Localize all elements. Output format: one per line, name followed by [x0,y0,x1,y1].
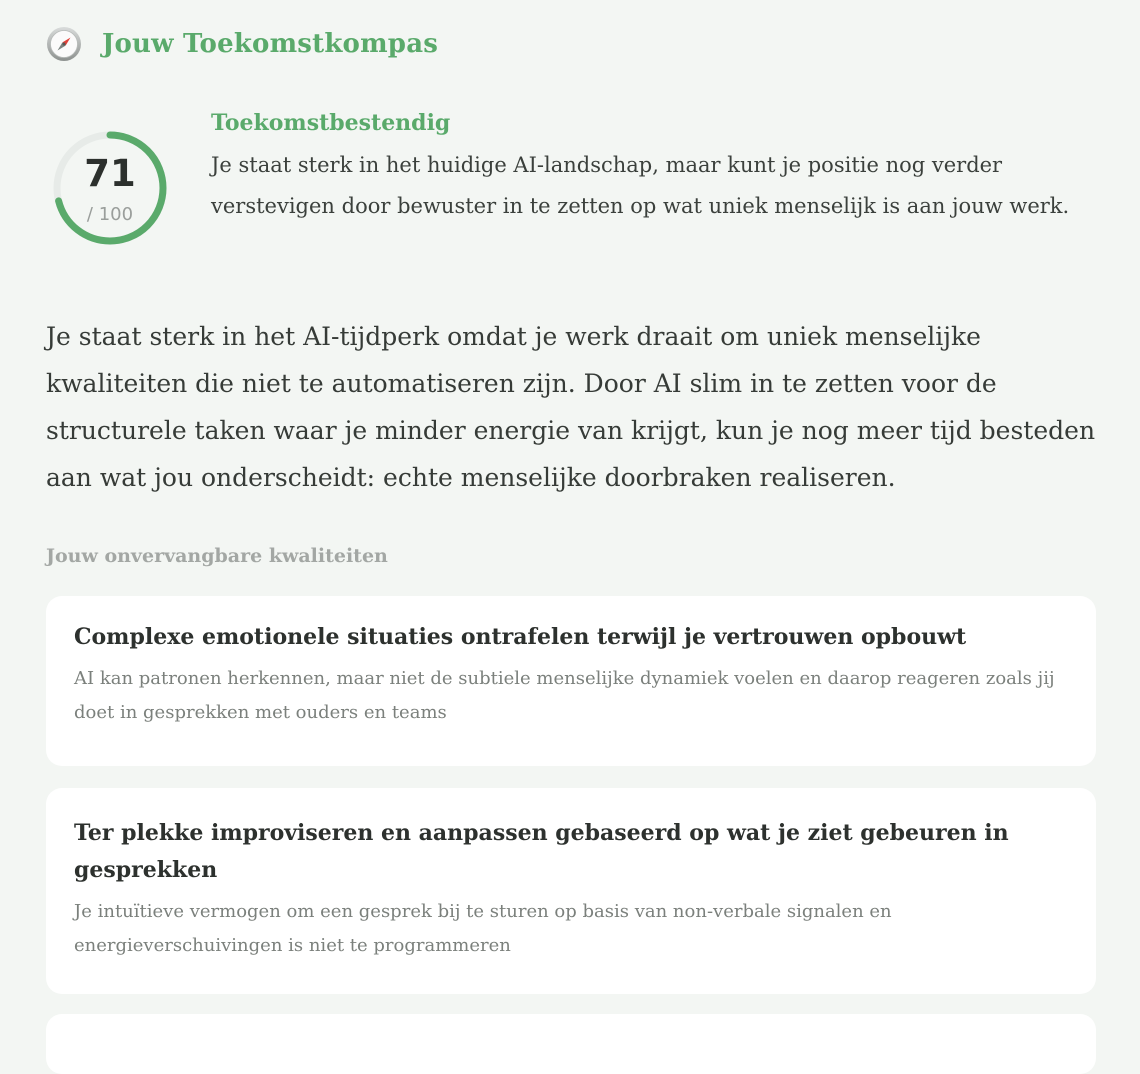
page-header [46,24,438,64]
quality-card-title: Complexe emotionele situaties ontrafelen terwijl je vertrouwen opbouwt [74,624,967,650]
summary-text: Je staat sterk in het AI-tijdperk omdat je werk draait om uniek menselijke kwaliteiten die niet te automatiseren zijn. Door AI slim in te zetten voor de structurele taken waar je minder energie van krijgt, kun je nog meer tijd besteden aan wat jou onderscheidt: echte menselijke doorbraken realiseren. [46,322,1096,492]
qualities-heading: Jouw onvervangbare kwaliteiten [46,545,388,567]
quality-card-title: Ter plekke improviseren en aanpassen gebaseerd op wat je ziet gebeuren in gesprekken [74,820,1009,883]
quality-card [46,596,1096,766]
verdict-block [211,107,1106,227]
score-gauge [50,128,170,248]
quality-card-description: Je intuïtieve vermogen om een gesprek bij te sturen op basis van non-verbale signalen en energieverschuivingen is niet te programmeren [74,901,892,956]
score-value: 71 [84,152,136,195]
quality-card-description: AI kan patronen herkennen, maar niet de subtiele menselijke dynamiek voelen en daarop reageren zoals jij doet in gesprekken met ouders en teams [74,668,1055,723]
score-max-label: / 100 [86,204,134,225]
quality-card [46,788,1096,994]
verdict-label: Toekomstbestendig [211,110,451,136]
compass-icon [46,26,82,62]
app-title: Jouw Toekomstkompas [102,29,439,59]
quality-card [46,1014,1096,1074]
verdict-text: Je staat sterk in het huidige AI-landschap, maar kunt je positie nog verder verstevigen door bewuster in te zetten op wat uniek menselijk is aan jouw werk. [211,153,1070,218]
